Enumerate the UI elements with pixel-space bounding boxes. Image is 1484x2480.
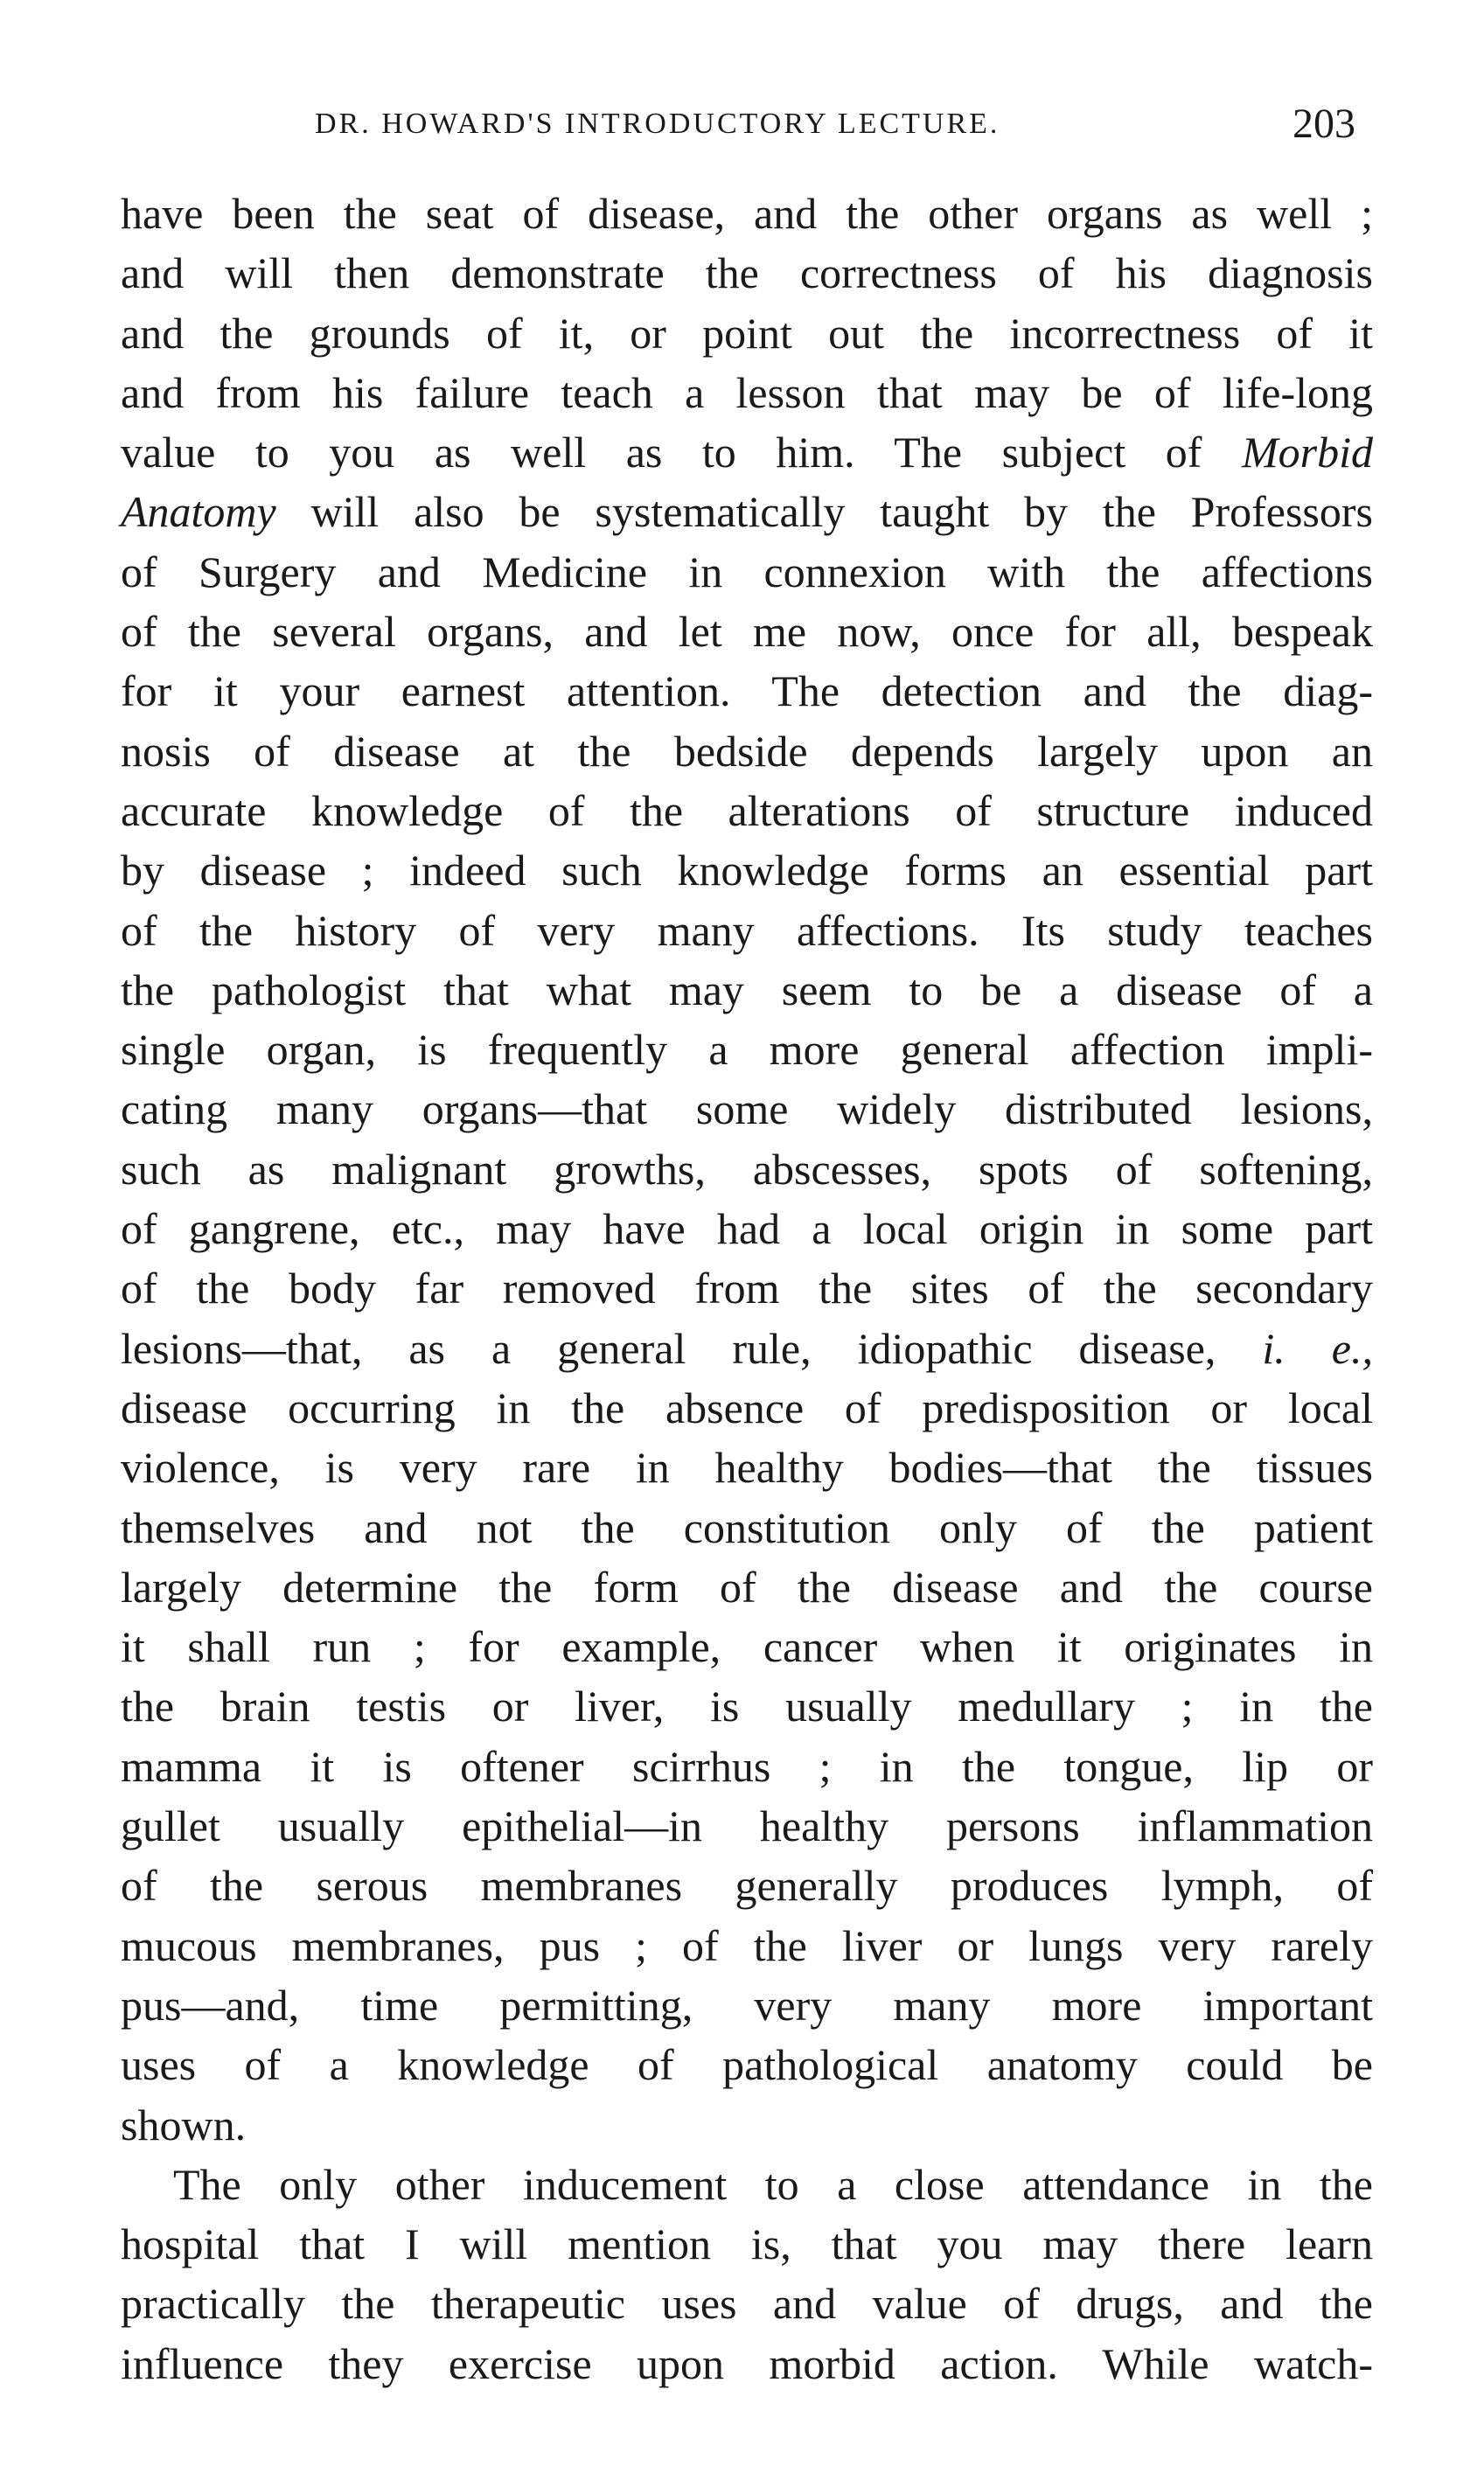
text-line: it shall run ; for example, cancer when it originates in xyxy=(121,1622,1373,1672)
text-line: themselves and not the constitution only of the patient xyxy=(121,1502,1373,1552)
paragraph xyxy=(121,2155,1373,2393)
text-line: of gangrene, etc., may have had a local origin in some part xyxy=(121,1204,1373,1254)
text-line: and from his failure teach a lesson that may be of life-long xyxy=(121,367,1373,417)
text-line: uses of a knowledge of pathological anatomy could be xyxy=(121,2040,1373,2090)
text-line: largely determine the form of the disease and the course xyxy=(121,1562,1373,1612)
text-line: Anatomy will also be systematically taught by the Professors xyxy=(121,487,1373,537)
page-number: 203 xyxy=(1292,101,1355,147)
text-line: of the history of very many affections. Its study teaches xyxy=(121,905,1373,955)
text-line: of Surgery and Medicine in connexion with the affections xyxy=(121,547,1373,596)
text-line: such as malignant growths, abscesses, spots of softening, xyxy=(121,1144,1373,1194)
text-line: The only other inducement to a close attendance in the xyxy=(173,2159,1373,2209)
text-line: the pathologist that what may seem to be a disease of a xyxy=(121,965,1373,1014)
text-line: by disease ; indeed such knowledge forms an essential part xyxy=(121,846,1373,895)
text-line: violence, is very rare in healthy bodies—that the tissues xyxy=(121,1443,1373,1493)
body-text xyxy=(121,184,1373,2393)
text-line: for it your earnest attention. The detection and the diag- xyxy=(121,666,1373,716)
text-line: shown. xyxy=(121,2100,247,2149)
text-line: single organ, is frequently a more general affection impli- xyxy=(121,1025,1373,1075)
text-line: the brain testis or liver, is usually medullary ; in the xyxy=(121,1682,1373,1731)
paragraph xyxy=(121,184,1373,2155)
text-line: gullet usually epithelial—in healthy persons inflammation xyxy=(121,1801,1373,1851)
text-line: pus—and, time permitting, very many more important xyxy=(121,1980,1373,2030)
text-line: of the serous membranes generally produces lymph, of xyxy=(121,1861,1373,1911)
text-line: of the several organs, and let me now, once for all, bespeak xyxy=(121,607,1373,657)
text-line: cating many organs—that some widely distributed lesions, xyxy=(121,1084,1373,1134)
text-line: practically the therapeutic uses and value of drugs, and the xyxy=(121,2279,1373,2329)
text-line: of the body far removed from the sites of the secondary xyxy=(121,1264,1373,1313)
text-line: value to you as well as to him. The subject of Morbid xyxy=(121,428,1373,477)
text-line: accurate knowledge of the alterations of structure induced xyxy=(121,785,1373,835)
text-line: hospital that I will mention is, that you may there learn xyxy=(121,2219,1373,2269)
text-line: nosis of disease at the bedside depends largely upon an xyxy=(121,726,1373,776)
text-line: disease occurring in the absence of predisposition or local xyxy=(121,1383,1373,1432)
text-line: have been the seat of disease, and the other organs as well ; xyxy=(121,189,1373,238)
text-line: lesions—that, as a general rule, idiopathic disease, i. e., xyxy=(121,1323,1373,1373)
text-line: mamma it is oftener scirrhus ; in the tongue, lip or xyxy=(121,1741,1373,1791)
text-line: mucous membranes, pus ; of the liver or lungs very rarely xyxy=(121,1920,1373,1970)
text-line: and will then demonstrate the correctness of his diagnosis xyxy=(121,248,1373,298)
running-head xyxy=(114,98,1373,159)
running-title: DR. HOWARD'S INTRODUCTORY LECTURE. xyxy=(315,108,1000,140)
text-line: influence they exercise upon morbid action. While watch- xyxy=(121,2338,1373,2388)
text-line: and the grounds of it, or point out the incorrectness of it xyxy=(121,308,1373,358)
